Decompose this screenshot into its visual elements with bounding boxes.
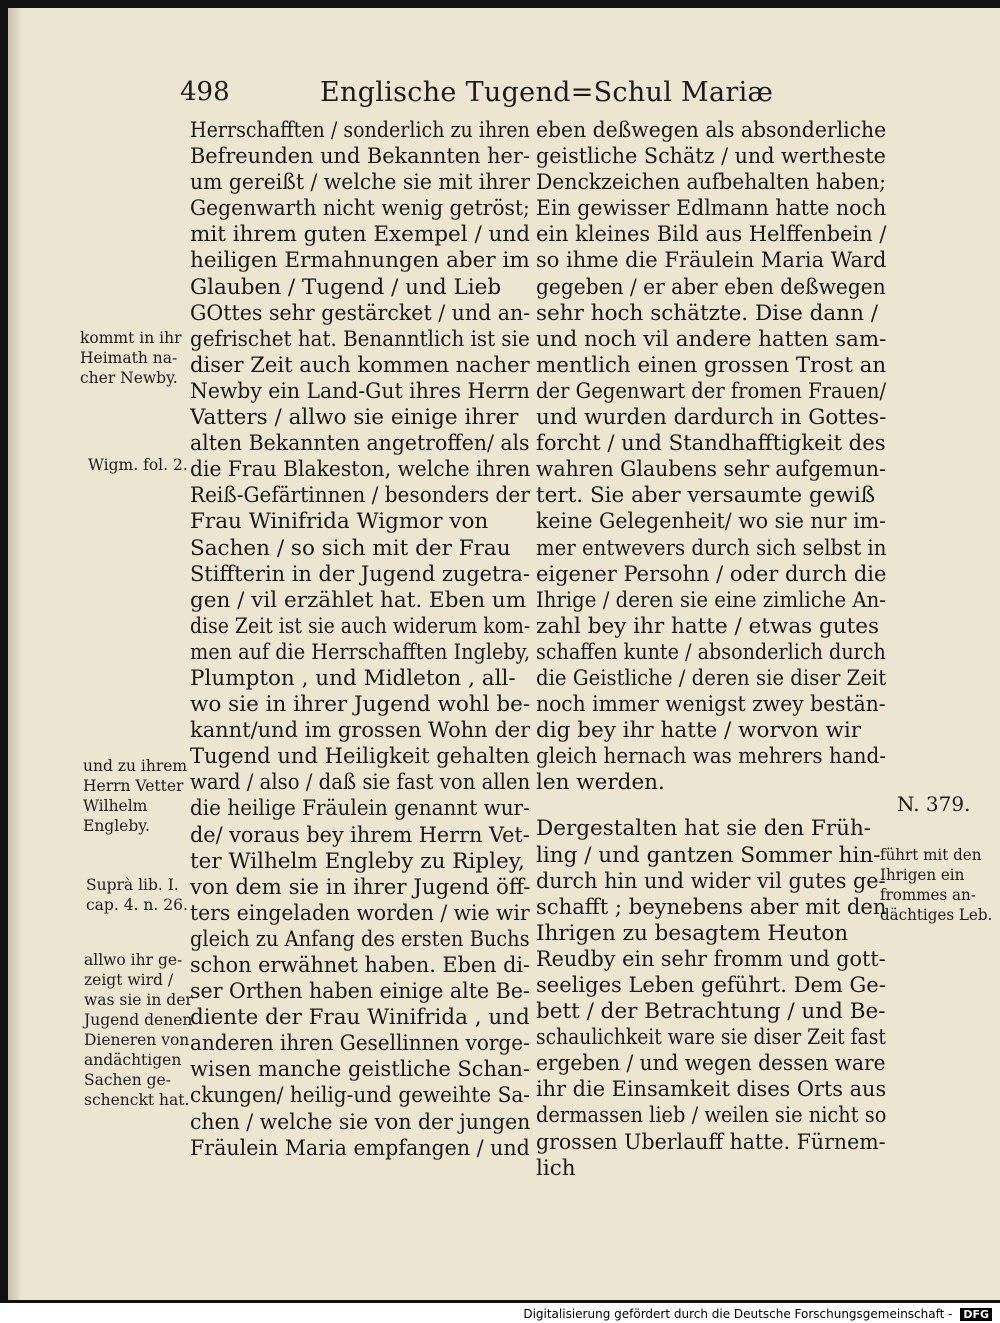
margin-note-line: frommes an-	[880, 886, 976, 904]
dfg-logo: DFG	[960, 1308, 992, 1321]
text-line: dig bey ihr hatte / worvon wir	[536, 718, 862, 744]
text-line: geistliche Schätz / und wertheste	[536, 144, 886, 170]
margin-note-line: cher Newby.	[80, 369, 178, 387]
text-line: ward / also / daß sie fast von allen	[190, 770, 531, 796]
text-line: Herrschafften / sonderlich zu ihren	[190, 118, 530, 143]
margin-note-line: Wigm. fol. 2.	[88, 456, 188, 474]
text-line: durch hin und wider vil gutes ge-	[536, 868, 886, 894]
margin-note-devout-life	[880, 845, 995, 925]
text-line: diente der Frau Winifrida , und	[190, 1005, 530, 1031]
text-line: schafft ; beynebens aber mit den	[536, 894, 887, 920]
right-paragraph-2	[536, 816, 887, 1181]
text-line: bett / der Betrachtung / und Be-	[536, 999, 886, 1025]
text-line: seeliges Leben geführt. Dem Ge-	[536, 973, 886, 998]
margin-note-line: Suprà lib. I.	[86, 876, 179, 894]
text-line: schaulichkeit ware sie diser Zeit fast	[536, 1025, 886, 1051]
right-text-column	[536, 118, 887, 1182]
text-line: tert. Sie aber versaumte gewiß	[536, 483, 876, 509]
text-line: eigener Persohn / oder durch die	[536, 561, 887, 587]
text-line: zahl bey ihr hatte / etwas gutes	[536, 613, 880, 639]
text-line: die heilige Fräulein genannt wur-	[190, 796, 530, 822]
text-line: gen / vil erzählet hat. Eben um	[190, 587, 527, 613]
text-line: len werden.	[536, 770, 665, 796]
text-line: diser Zeit auch kommen nacher	[190, 352, 530, 378]
margin-note-line: Jugend denen	[84, 1011, 193, 1029]
text-line: Stiffterin in der Jugend zugetra-	[190, 561, 530, 587]
text-line: Befreunden und Bekannten her-	[190, 144, 530, 170]
margin-note-servants	[84, 950, 193, 1110]
text-line: wo sie in ihrer Jugend wohl be-	[190, 692, 531, 718]
text-line: dise Zeit ist sie auch widerum kom-	[190, 613, 531, 639]
page-number: 498	[180, 77, 230, 107]
margin-note-line: Ihrigen ein	[880, 866, 965, 884]
text-line: Gegenwarth nicht wenig getröst;	[190, 196, 530, 222]
text-line: Sachen / so sich mit der Frau	[190, 535, 511, 561]
text-line: dermassen lieb / weilen sie nicht so	[536, 1103, 887, 1129]
text-line: mer entwevers durch sich selbst in	[536, 535, 887, 561]
margin-note-line: Wilhelm	[83, 797, 148, 815]
text-line: gefrischet hat. Benanntlich ist sie	[190, 326, 530, 352]
text-line: Denckzeichen aufbehalten haben;	[536, 170, 887, 196]
text-line: noch immer wenigst zwey bestän-	[536, 692, 886, 718]
text-line: gegeben / er aber eben deßwegen	[536, 274, 886, 300]
margin-note-supra-ref	[86, 875, 188, 915]
margin-note-line: Sachen ge-	[84, 1071, 171, 1089]
text-line: sehr hoch schätzte. Dise dann /	[536, 300, 879, 326]
text-line: de/ voraus bey ihrem Herrn Vet-	[190, 822, 530, 848]
text-line: ihr die Einsamkeit dises Orts aus	[536, 1077, 887, 1103]
digitization-credit	[523, 1307, 992, 1321]
text-line: Plumpton , und Midleton , all-	[190, 665, 516, 691]
text-line: alten Bekannten angetroffen/ als	[190, 431, 530, 457]
margin-note-line: Dieneren von	[84, 1031, 190, 1049]
margin-note-line: allwo ihr ge-	[84, 951, 183, 969]
text-line: schon erwähnet haben. Eben di-	[190, 953, 531, 978]
text-line: die Frau Blakeston, welche ihren	[190, 457, 531, 483]
margin-note-line: zeigt wird /	[84, 971, 174, 989]
paragraph-gap	[536, 796, 881, 816]
text-line: kannt/und im grossen Wohn der	[190, 718, 531, 744]
text-line: die Geistliche / deren sie diser Zeit	[536, 665, 887, 691]
running-title: Englische Tugend=Schul Mariæ	[320, 77, 774, 108]
margin-note-engleby	[83, 756, 187, 836]
text-line: von dem sie in ihrer Jugend öff-	[190, 874, 531, 900]
text-line: chen / welche sie von der jungen	[190, 1109, 531, 1135]
text-line: gleich zu Anfang des ersten Buchs	[190, 926, 530, 952]
right-paragraph-1	[536, 118, 887, 796]
text-line: ckungen/ heilig-und geweihte Sa-	[190, 1083, 531, 1109]
text-line: mit ihrem guten Exempel / und	[190, 222, 531, 248]
text-line: ser Orthen haben einige alte Be-	[190, 979, 530, 1005]
margin-note-line: Herrn Vetter	[83, 777, 184, 795]
text-line: keine Gelegenheit/ wo sie nur im-	[536, 509, 887, 535]
text-line: wahren Glaubens sehr aufgemun-	[536, 457, 886, 483]
margin-note-line: führt mit den	[880, 846, 982, 864]
text-line: ergeben / und wegen dessen ware	[536, 1051, 886, 1077]
text-line: heiligen Ermahnungen aber im	[190, 248, 530, 274]
margin-note-line: dächtiges Leb.	[880, 906, 993, 924]
margin-note-line: was sie in der	[84, 991, 193, 1009]
text-line: und noch vil andere hatten sam-	[536, 326, 887, 352]
text-line: ters eingeladen worden / wie wir	[190, 900, 530, 926]
text-line: Ihrigen zu besagtem Heuton	[536, 920, 849, 946]
text-line: ein kleines Bild aus Helffenbein /	[536, 222, 887, 248]
text-line: um gereißt / welche sie mit ihrer	[190, 170, 531, 196]
text-line: forcht / und Standhafftigkeit des	[536, 431, 886, 457]
text-line: und wurden dardurch in Gottes-	[536, 405, 887, 431]
text-line: Fräulein Maria empfangen / und	[190, 1135, 530, 1161]
text-line: Vatters / allwo sie einige ihrer	[190, 405, 519, 431]
margin-note-line: Heimath na-	[80, 349, 178, 367]
page-header	[0, 77, 992, 117]
text-line: anderen ihren Gesellinnen vorge-	[190, 1031, 530, 1057]
margin-note-line: kommt in ihr	[80, 329, 182, 347]
margin-note-newby	[80, 328, 182, 388]
text-line: GOttes sehr gestärcket / und an-	[190, 300, 531, 326]
text-line: schaffen kunte / absonderlich durch	[536, 639, 886, 665]
text-line: so ihme die Fräulein Maria Ward	[536, 248, 887, 274]
section-number: N. 379.	[897, 792, 971, 816]
text-line: Glauben / Tugend / und Lieb	[190, 274, 502, 300]
credit-text: Digitalisierung gefördert durch die Deutsche Forschungsgemeinschaft -	[523, 1307, 953, 1321]
text-line: Ihrige / deren sie eine zimliche An-	[536, 587, 886, 613]
text-line: mentlich einen grossen Trost an	[536, 352, 887, 378]
text-line: Tugend und Heiligkeit gehalten	[190, 744, 530, 770]
text-line: eben deßwegen als absonderliche	[536, 118, 887, 143]
text-line: grossen Uberlauff hatte. Fürnem-	[536, 1129, 886, 1155]
text-line: lich	[536, 1155, 576, 1181]
text-line: wisen manche geistliche Schan-	[190, 1057, 530, 1083]
page-edge-shadow	[8, 8, 22, 1300]
text-line: gleich hernach was mehrers hand-	[536, 744, 886, 770]
margin-note-line: andächtigen	[84, 1051, 182, 1069]
margin-note-line: und zu ihrem	[83, 757, 188, 775]
left-text-column	[190, 118, 531, 1162]
text-line: Frau Winifrida Wigmor von	[190, 509, 489, 535]
text-line: Ein gewisser Edlmann hatte noch	[536, 196, 887, 222]
text-line: der Gegenwart der fromen Frauen/	[536, 378, 887, 404]
text-line: Newby ein Land-Gut ihres Herrn	[190, 378, 530, 404]
text-line: men auf die Herrschafften Ingleby,	[190, 639, 531, 665]
margin-note-line: schenckt hat.	[84, 1091, 190, 1109]
margin-note-line: Engleby.	[83, 817, 150, 835]
text-line: Reudby ein sehr fromm und gott-	[536, 946, 886, 972]
margin-note-wigmor-ref	[88, 455, 188, 475]
text-line: ling / und gantzen Sommer hin-	[536, 842, 881, 868]
text-line: Reiß-Gefärtinnen / besonders der	[190, 483, 530, 509]
text-line: ter Wilhelm Engleby zu Ripley,	[190, 848, 525, 874]
margin-note-line: cap. 4. n. 26.	[86, 896, 188, 914]
text-line: Dergestalten hat sie den Früh-	[536, 816, 872, 842]
